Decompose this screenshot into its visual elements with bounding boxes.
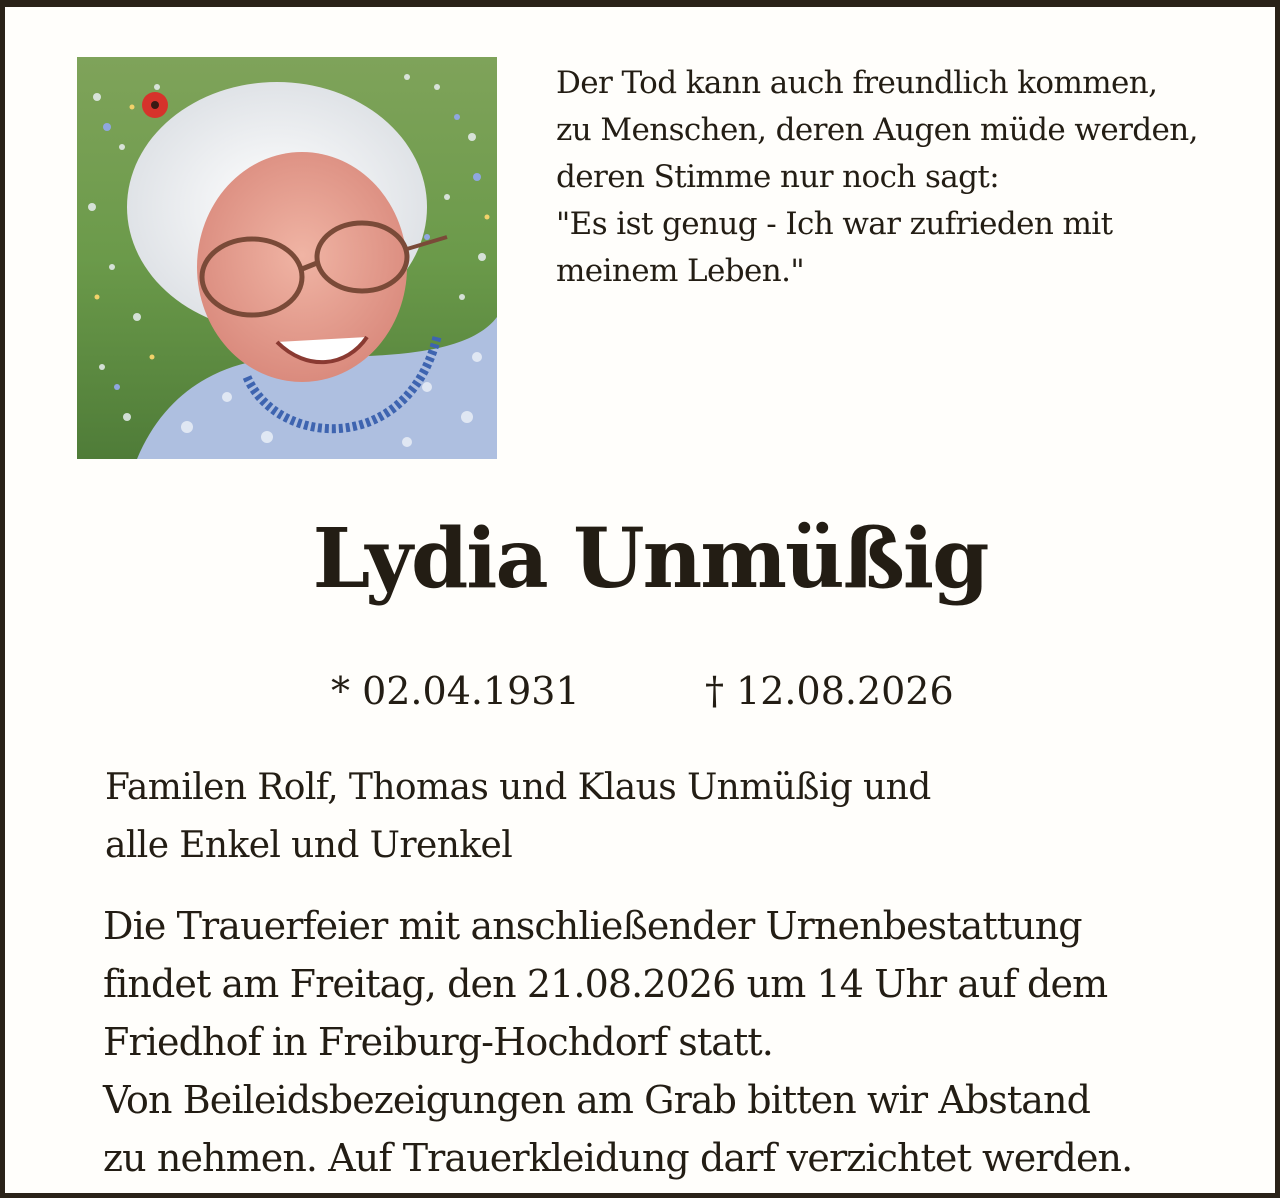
ceremony-line: Friedhof in Freiburg-Hochdorf statt.	[103, 1020, 773, 1064]
deceased-name: Lydia Unmüßig	[312, 511, 988, 607]
birth-date: * 02.04.1931	[331, 669, 580, 713]
mourners-block	[105, 759, 931, 875]
mourners-line: Familen Rolf, Thomas und Klaus Unmüßig und	[105, 767, 931, 808]
mourners-line: alle Enkel und Urenkel	[105, 825, 513, 866]
poem-line: "Es ist genug - Ich war zufrieden mit	[556, 206, 1113, 242]
poem-line: zu Menschen, deren Augen müde werden,	[556, 112, 1198, 148]
death-date: † 12.08.2026	[705, 669, 954, 713]
poem-line: deren Stimme nur noch sagt:	[556, 159, 1000, 195]
portrait-photo	[77, 57, 497, 459]
poem-line: Der Tod kann auch freundlich kommen,	[556, 65, 1158, 101]
ceremony-line: findet am Freitag, den 21.08.2026 um 14 Uhr auf dem	[103, 962, 1108, 1006]
ceremony-line: zu nehmen. Auf Trauerkleidung darf verzichtet werden.	[103, 1136, 1133, 1180]
poem-line: meinem Leben."	[556, 253, 805, 289]
ceremony-line: Von Beileidsbezeigungen am Grab bitten wir Abstand	[103, 1078, 1091, 1122]
ceremony-info	[103, 897, 1132, 1187]
poem-quote	[556, 60, 1256, 295]
ceremony-line: Die Trauerfeier mit anschließender Urnenbestattung	[103, 904, 1082, 948]
